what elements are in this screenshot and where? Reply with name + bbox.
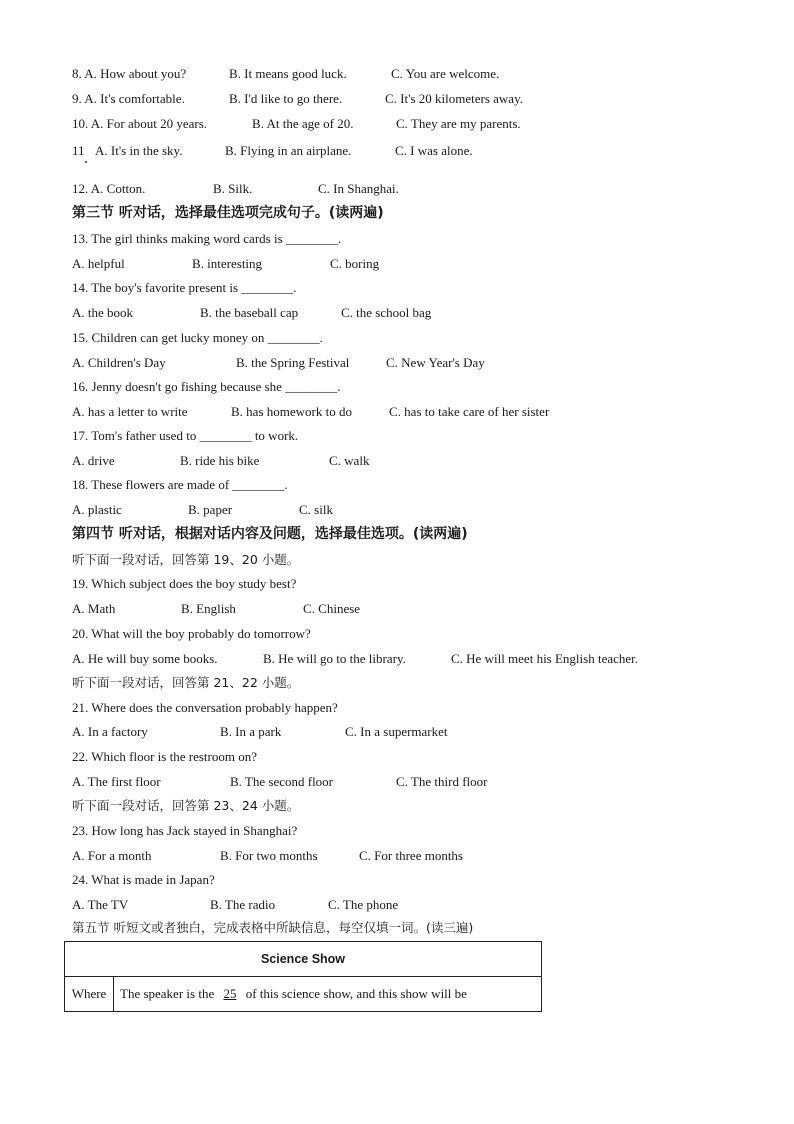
option-b: B. He will go to the library. bbox=[263, 651, 406, 666]
question-16-stem: 16. Jenny doesn't go fishing because she ________. bbox=[72, 379, 341, 394]
option-c: C. walk bbox=[329, 453, 370, 468]
question-23-stem: 23. How long has Jack stayed in Shanghai? bbox=[72, 823, 298, 838]
option-b: B. It means good luck. bbox=[229, 66, 347, 81]
option-a: A. helpful bbox=[72, 256, 125, 271]
option-c: C. You are welcome. bbox=[391, 66, 500, 81]
option-c: C. For three months bbox=[359, 848, 463, 863]
option-c: C. They are my parents. bbox=[396, 116, 521, 131]
row-content bbox=[114, 977, 542, 1012]
option-a: A. has a letter to write bbox=[72, 404, 188, 419]
question-20-stem: 20. What will the boy probably do tomorrow? bbox=[72, 626, 311, 641]
dialogue-intro-19-20: 听下面一段对话，回答第 19、20 小题。 bbox=[72, 552, 300, 567]
question-17-stem: 17. Tom's father used to ________ to work. bbox=[72, 428, 299, 443]
option-c: C. boring bbox=[330, 256, 380, 271]
option-b: B. paper bbox=[188, 502, 233, 517]
option-a: A. plastic bbox=[72, 502, 122, 517]
section-5-title: 第五节 听短文或者独白，完成表格中所缺信息，每空仅填一词。(读三遍) bbox=[72, 920, 474, 935]
option-b: B. ride his bike bbox=[180, 453, 260, 468]
science-show-table bbox=[64, 941, 542, 1012]
stray-dot bbox=[85, 161, 87, 163]
question-22-stem: 22. Which floor is the restroom on? bbox=[72, 749, 257, 764]
option-a: A. the book bbox=[72, 305, 134, 320]
row-label: Where bbox=[65, 977, 114, 1012]
option-a: A. He will buy some books. bbox=[72, 651, 218, 666]
option-b: B. The radio bbox=[210, 897, 276, 912]
option-c: C. New Year's Day bbox=[386, 355, 485, 370]
option-c: C. has to take care of her sister bbox=[389, 404, 550, 419]
option-a: A. The TV bbox=[72, 897, 129, 912]
option-b: B. the baseball cap bbox=[200, 305, 299, 320]
table-title: Science Show bbox=[65, 942, 542, 977]
option-c: C. In a supermarket bbox=[345, 724, 448, 739]
question-13-stem: 13. The girl thinks making word cards is ________. bbox=[72, 231, 342, 246]
option-c: C. Chinese bbox=[303, 601, 361, 616]
option-a: A. drive bbox=[72, 453, 115, 468]
option-b: B. The second floor bbox=[230, 774, 334, 789]
row-text-after: of this science show, and this show will be bbox=[245, 986, 467, 1001]
section-4-title: 第四节 听对话，根据对话内容及问题，选择最佳选项。(读两遍) bbox=[72, 526, 468, 542]
option-a: A. For a month bbox=[72, 848, 152, 863]
option-a: A. Math bbox=[72, 601, 116, 616]
option-b: B. English bbox=[181, 601, 236, 616]
row-text-before: The speaker is the bbox=[120, 986, 215, 1001]
option-c: C. He will meet his English teacher. bbox=[451, 651, 639, 666]
question-24-stem: 24. What is made in Japan? bbox=[72, 872, 215, 887]
option-c: C. silk bbox=[299, 502, 333, 517]
option-b: B. Silk. bbox=[213, 181, 253, 196]
option-c: C. In Shanghai. bbox=[318, 181, 399, 196]
dialogue-intro-21-22: 听下面一段对话，回答第 21、22 小题。 bbox=[72, 675, 300, 690]
option-a: 9. A. It's comfortable. bbox=[72, 91, 185, 106]
option-b: B. I'd like to go there. bbox=[229, 91, 343, 106]
answer-blank-25: 25 bbox=[223, 986, 237, 1001]
option-a: A. It's in the sky. bbox=[95, 143, 183, 158]
option-b: B. Flying in an airplane. bbox=[225, 143, 352, 158]
question-18-stem: 18. These flowers are made of ________. bbox=[72, 477, 288, 492]
question-number: 11 bbox=[72, 143, 85, 158]
option-a: A. In a factory bbox=[72, 724, 148, 739]
section-3-title: 第三节 听对话，选择最佳选项完成句子。(读两遍) bbox=[72, 205, 384, 221]
option-c: C. the school bag bbox=[341, 305, 432, 320]
option-b: B. the Spring Festival bbox=[236, 355, 350, 370]
option-a: 10. A. For about 20 years. bbox=[72, 116, 208, 131]
option-b: B. interesting bbox=[192, 256, 263, 271]
option-b: B. In a park bbox=[220, 724, 282, 739]
table-row bbox=[65, 977, 542, 1012]
option-c: C. It's 20 kilometers away. bbox=[385, 91, 523, 106]
question-14-stem: 14. The boy's favorite present is ________. bbox=[72, 280, 297, 295]
option-a: A. Children's Day bbox=[72, 355, 166, 370]
option-c: C. The third floor bbox=[396, 774, 488, 789]
option-b: B. At the age of 20. bbox=[252, 116, 354, 131]
table-header-row bbox=[65, 942, 542, 977]
option-b: B. has homework to do bbox=[231, 404, 352, 419]
option-b: B. For two months bbox=[220, 848, 318, 863]
question-19-stem: 19. Which subject does the boy study best? bbox=[72, 576, 297, 591]
option-a: 12. A. Cotton. bbox=[72, 181, 146, 196]
option-c: C. The phone bbox=[328, 897, 399, 912]
option-c: C. I was alone. bbox=[395, 143, 473, 158]
option-a: A. The first floor bbox=[72, 774, 161, 789]
option-a: 8. A. How about you? bbox=[72, 66, 187, 81]
question-15-stem: 15. Children can get lucky money on ________. bbox=[72, 330, 323, 345]
dialogue-intro-23-24: 听下面一段对话，回答第 23、24 小题。 bbox=[72, 798, 300, 813]
question-21-stem: 21. Where does the conversation probably happen? bbox=[72, 700, 338, 715]
